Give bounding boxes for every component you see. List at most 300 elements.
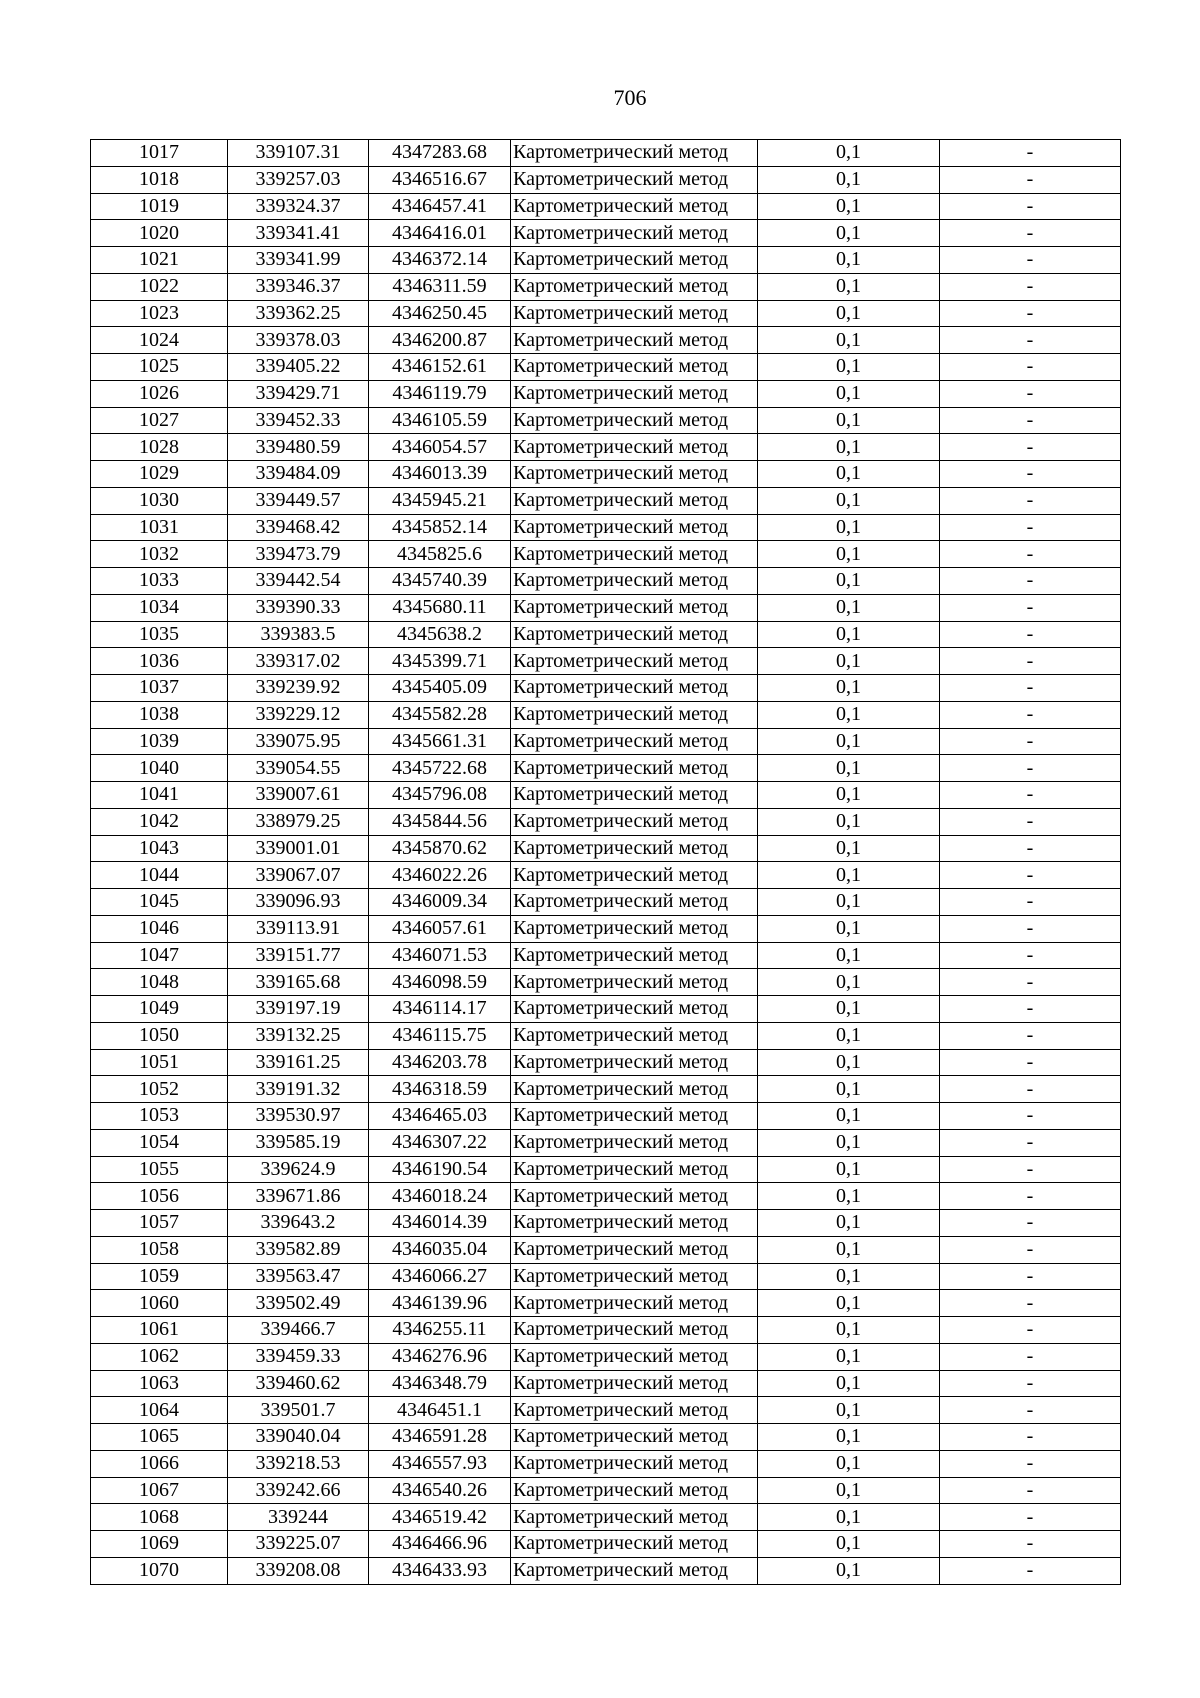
method-cell: Картометрический метод	[511, 889, 758, 916]
note-cell: -	[940, 568, 1121, 595]
table-row	[91, 1156, 1121, 1183]
accuracy-cell: 0,1	[758, 1557, 940, 1584]
x-coordinate-cell: 339054.55	[228, 755, 369, 782]
point-number-cell: 1018	[91, 166, 228, 193]
accuracy-cell: 0,1	[758, 648, 940, 675]
method-cell: Картометрический метод	[511, 755, 758, 782]
x-coordinate-cell: 339624.9	[228, 1156, 369, 1183]
point-number-cell: 1058	[91, 1236, 228, 1263]
table-row	[91, 1370, 1121, 1397]
method-cell: Картометрический метод	[511, 1076, 758, 1103]
accuracy-cell: 0,1	[758, 166, 940, 193]
x-coordinate-cell: 339107.31	[228, 140, 369, 167]
method-cell: Картометрический метод	[511, 273, 758, 300]
method-cell: Картометрический метод	[511, 541, 758, 568]
point-number-cell: 1049	[91, 996, 228, 1023]
point-number-cell: 1062	[91, 1343, 228, 1370]
y-coordinate-cell: 4345680.11	[369, 594, 511, 621]
y-coordinate-cell: 4346557.93	[369, 1450, 511, 1477]
x-coordinate-cell: 339001.01	[228, 835, 369, 862]
accuracy-cell: 0,1	[758, 1236, 940, 1263]
method-cell: Картометрический метод	[511, 701, 758, 728]
note-cell: -	[940, 969, 1121, 996]
method-cell: Картометрический метод	[511, 434, 758, 461]
accuracy-cell: 0,1	[758, 514, 940, 541]
x-coordinate-cell: 339242.66	[228, 1477, 369, 1504]
accuracy-cell: 0,1	[758, 889, 940, 916]
y-coordinate-cell: 4345870.62	[369, 835, 511, 862]
x-coordinate-cell: 339197.19	[228, 996, 369, 1023]
point-number-cell: 1020	[91, 220, 228, 247]
y-coordinate-cell: 4346591.28	[369, 1424, 511, 1451]
x-coordinate-cell: 339468.42	[228, 514, 369, 541]
method-cell: Картометрический метод	[511, 1450, 758, 1477]
point-number-cell: 1021	[91, 247, 228, 274]
y-coordinate-cell: 4346066.27	[369, 1263, 511, 1290]
note-cell: -	[940, 1477, 1121, 1504]
y-coordinate-cell: 4346519.42	[369, 1504, 511, 1531]
table-row	[91, 140, 1121, 167]
method-cell: Картометрический метод	[511, 568, 758, 595]
method-cell: Картометрический метод	[511, 594, 758, 621]
x-coordinate-cell: 339244	[228, 1504, 369, 1531]
x-coordinate-cell: 339563.47	[228, 1263, 369, 1290]
table-row	[91, 541, 1121, 568]
accuracy-cell: 0,1	[758, 327, 940, 354]
table-row	[91, 835, 1121, 862]
accuracy-cell: 0,1	[758, 220, 940, 247]
x-coordinate-cell: 339429.71	[228, 380, 369, 407]
y-coordinate-cell: 4346098.59	[369, 969, 511, 996]
accuracy-cell: 0,1	[758, 300, 940, 327]
point-number-cell: 1056	[91, 1183, 228, 1210]
x-coordinate-cell: 339341.99	[228, 247, 369, 274]
y-coordinate-cell: 4346255.11	[369, 1317, 511, 1344]
method-cell: Картометрический метод	[511, 166, 758, 193]
method-cell: Картометрический метод	[511, 1370, 758, 1397]
x-coordinate-cell: 339225.07	[228, 1531, 369, 1558]
x-coordinate-cell: 339449.57	[228, 487, 369, 514]
x-coordinate-cell: 339530.97	[228, 1103, 369, 1130]
note-cell: -	[940, 1263, 1121, 1290]
method-cell: Картометрический метод	[511, 1397, 758, 1424]
method-cell: Картометрический метод	[511, 1210, 758, 1237]
method-cell: Картометрический метод	[511, 140, 758, 167]
method-cell: Картометрический метод	[511, 808, 758, 835]
note-cell: -	[940, 808, 1121, 835]
note-cell: -	[940, 1103, 1121, 1130]
x-coordinate-cell: 339132.25	[228, 1022, 369, 1049]
table-row	[91, 1049, 1121, 1076]
accuracy-cell: 0,1	[758, 247, 940, 274]
x-coordinate-cell: 339671.86	[228, 1183, 369, 1210]
table-row	[91, 220, 1121, 247]
y-coordinate-cell: 4346013.39	[369, 461, 511, 488]
point-number-cell: 1030	[91, 487, 228, 514]
method-cell: Картометрический метод	[511, 1183, 758, 1210]
table-row	[91, 1290, 1121, 1317]
y-coordinate-cell: 4346009.34	[369, 889, 511, 916]
table-row	[91, 1022, 1121, 1049]
note-cell: -	[940, 728, 1121, 755]
table-row	[91, 354, 1121, 381]
table-row	[91, 728, 1121, 755]
method-cell: Картометрический метод	[511, 996, 758, 1023]
method-cell: Картометрический метод	[511, 1049, 758, 1076]
accuracy-cell: 0,1	[758, 407, 940, 434]
accuracy-cell: 0,1	[758, 755, 940, 782]
accuracy-cell: 0,1	[758, 808, 940, 835]
note-cell: -	[940, 1049, 1121, 1076]
table-row	[91, 782, 1121, 809]
table-row	[91, 1504, 1121, 1531]
y-coordinate-cell: 4346035.04	[369, 1236, 511, 1263]
table-row	[91, 1531, 1121, 1558]
accuracy-cell: 0,1	[758, 1343, 940, 1370]
x-coordinate-cell: 339585.19	[228, 1129, 369, 1156]
table-row	[91, 273, 1121, 300]
point-number-cell: 1054	[91, 1129, 228, 1156]
coordinates-table	[90, 139, 1121, 1585]
note-cell: -	[940, 300, 1121, 327]
table-row	[91, 648, 1121, 675]
point-number-cell: 1039	[91, 728, 228, 755]
x-coordinate-cell: 339191.32	[228, 1076, 369, 1103]
point-number-cell: 1051	[91, 1049, 228, 1076]
x-coordinate-cell: 339239.92	[228, 675, 369, 702]
point-number-cell: 1059	[91, 1263, 228, 1290]
point-number-cell: 1041	[91, 782, 228, 809]
note-cell: -	[940, 942, 1121, 969]
point-number-cell: 1057	[91, 1210, 228, 1237]
point-number-cell: 1046	[91, 915, 228, 942]
note-cell: -	[940, 1236, 1121, 1263]
x-coordinate-cell: 339165.68	[228, 969, 369, 996]
accuracy-cell: 0,1	[758, 969, 940, 996]
y-coordinate-cell: 4345945.21	[369, 487, 511, 514]
note-cell: -	[940, 675, 1121, 702]
y-coordinate-cell: 4345582.28	[369, 701, 511, 728]
x-coordinate-cell: 339257.03	[228, 166, 369, 193]
method-cell: Картометрический метод	[511, 487, 758, 514]
point-number-cell: 1069	[91, 1531, 228, 1558]
note-cell: -	[940, 755, 1121, 782]
y-coordinate-cell: 4346311.59	[369, 273, 511, 300]
note-cell: -	[940, 1317, 1121, 1344]
x-coordinate-cell: 339390.33	[228, 594, 369, 621]
point-number-cell: 1064	[91, 1397, 228, 1424]
accuracy-cell: 0,1	[758, 621, 940, 648]
table-row	[91, 915, 1121, 942]
note-cell: -	[940, 835, 1121, 862]
table-row	[91, 675, 1121, 702]
accuracy-cell: 0,1	[758, 140, 940, 167]
x-coordinate-cell: 339317.02	[228, 648, 369, 675]
note-cell: -	[940, 889, 1121, 916]
note-cell: -	[940, 701, 1121, 728]
y-coordinate-cell: 4345661.31	[369, 728, 511, 755]
point-number-cell: 1032	[91, 541, 228, 568]
y-coordinate-cell: 4347283.68	[369, 140, 511, 167]
coordinates-table-body	[91, 140, 1121, 1585]
note-cell: -	[940, 1076, 1121, 1103]
table-row	[91, 1397, 1121, 1424]
x-coordinate-cell: 339161.25	[228, 1049, 369, 1076]
note-cell: -	[940, 1210, 1121, 1237]
accuracy-cell: 0,1	[758, 354, 940, 381]
x-coordinate-cell: 339466.7	[228, 1317, 369, 1344]
method-cell: Картометрический метод	[511, 220, 758, 247]
accuracy-cell: 0,1	[758, 461, 940, 488]
table-row	[91, 1477, 1121, 1504]
accuracy-cell: 0,1	[758, 1290, 940, 1317]
table-row	[91, 434, 1121, 461]
table-row	[91, 1343, 1121, 1370]
method-cell: Картометрический метод	[511, 1531, 758, 1558]
table-row	[91, 461, 1121, 488]
y-coordinate-cell: 4345825.6	[369, 541, 511, 568]
method-cell: Картометрический метод	[511, 1477, 758, 1504]
y-coordinate-cell: 4346105.59	[369, 407, 511, 434]
table-row	[91, 1557, 1121, 1584]
note-cell: -	[940, 247, 1121, 274]
note-cell: -	[940, 915, 1121, 942]
x-coordinate-cell: 339075.95	[228, 728, 369, 755]
method-cell: Картометрический метод	[511, 1317, 758, 1344]
table-row	[91, 1263, 1121, 1290]
accuracy-cell: 0,1	[758, 1263, 940, 1290]
accuracy-cell: 0,1	[758, 273, 940, 300]
note-cell: -	[940, 434, 1121, 461]
note-cell: -	[940, 1450, 1121, 1477]
x-coordinate-cell: 339502.49	[228, 1290, 369, 1317]
x-coordinate-cell: 339341.41	[228, 220, 369, 247]
table-row	[91, 1236, 1121, 1263]
table-row	[91, 1317, 1121, 1344]
method-cell: Картометрический метод	[511, 915, 758, 942]
point-number-cell: 1067	[91, 1477, 228, 1504]
point-number-cell: 1048	[91, 969, 228, 996]
point-number-cell: 1017	[91, 140, 228, 167]
note-cell: -	[940, 407, 1121, 434]
note-cell: -	[940, 380, 1121, 407]
x-coordinate-cell: 339473.79	[228, 541, 369, 568]
y-coordinate-cell: 4346348.79	[369, 1370, 511, 1397]
x-coordinate-cell: 339383.5	[228, 621, 369, 648]
table-row	[91, 862, 1121, 889]
point-number-cell: 1040	[91, 755, 228, 782]
x-coordinate-cell: 339582.89	[228, 1236, 369, 1263]
accuracy-cell: 0,1	[758, 728, 940, 755]
accuracy-cell: 0,1	[758, 942, 940, 969]
table-row	[91, 193, 1121, 220]
accuracy-cell: 0,1	[758, 862, 940, 889]
point-number-cell: 1033	[91, 568, 228, 595]
note-cell: -	[940, 1424, 1121, 1451]
accuracy-cell: 0,1	[758, 675, 940, 702]
table-row	[91, 1103, 1121, 1130]
point-number-cell: 1031	[91, 514, 228, 541]
method-cell: Картометрический метод	[511, 1343, 758, 1370]
method-cell: Картометрический метод	[511, 247, 758, 274]
y-coordinate-cell: 4346114.17	[369, 996, 511, 1023]
y-coordinate-cell: 4345399.71	[369, 648, 511, 675]
point-number-cell: 1043	[91, 835, 228, 862]
accuracy-cell: 0,1	[758, 541, 940, 568]
x-coordinate-cell: 339067.07	[228, 862, 369, 889]
page-number: 706	[613, 85, 647, 110]
point-number-cell: 1063	[91, 1370, 228, 1397]
point-number-cell: 1044	[91, 862, 228, 889]
table-row	[91, 1183, 1121, 1210]
accuracy-cell: 0,1	[758, 1183, 940, 1210]
accuracy-cell: 0,1	[758, 701, 940, 728]
point-number-cell: 1060	[91, 1290, 228, 1317]
y-coordinate-cell: 4345852.14	[369, 514, 511, 541]
y-coordinate-cell: 4346457.41	[369, 193, 511, 220]
x-coordinate-cell: 339362.25	[228, 300, 369, 327]
x-coordinate-cell: 339218.53	[228, 1450, 369, 1477]
method-cell: Картометрический метод	[511, 648, 758, 675]
table-row	[91, 621, 1121, 648]
point-number-cell: 1026	[91, 380, 228, 407]
method-cell: Картометрический метод	[511, 1156, 758, 1183]
y-coordinate-cell: 4346416.01	[369, 220, 511, 247]
x-coordinate-cell: 339346.37	[228, 273, 369, 300]
x-coordinate-cell: 339151.77	[228, 942, 369, 969]
x-coordinate-cell: 339096.93	[228, 889, 369, 916]
accuracy-cell: 0,1	[758, 1156, 940, 1183]
y-coordinate-cell: 4345405.09	[369, 675, 511, 702]
method-cell: Картометрический метод	[511, 1424, 758, 1451]
point-number-cell: 1024	[91, 327, 228, 354]
accuracy-cell: 0,1	[758, 1504, 940, 1531]
y-coordinate-cell: 4346466.96	[369, 1531, 511, 1558]
x-coordinate-cell: 339113.91	[228, 915, 369, 942]
method-cell: Картометрический метод	[511, 354, 758, 381]
point-number-cell: 1050	[91, 1022, 228, 1049]
point-number-cell: 1053	[91, 1103, 228, 1130]
x-coordinate-cell: 339040.04	[228, 1424, 369, 1451]
note-cell: -	[940, 220, 1121, 247]
note-cell: -	[940, 1129, 1121, 1156]
y-coordinate-cell: 4346022.26	[369, 862, 511, 889]
note-cell: -	[940, 193, 1121, 220]
y-coordinate-cell: 4346433.93	[369, 1557, 511, 1584]
method-cell: Картометрический метод	[511, 1290, 758, 1317]
method-cell: Картометрический метод	[511, 1103, 758, 1130]
table-row	[91, 1210, 1121, 1237]
method-cell: Картометрический метод	[511, 300, 758, 327]
point-number-cell: 1019	[91, 193, 228, 220]
table-row	[91, 1129, 1121, 1156]
table-row	[91, 889, 1121, 916]
x-coordinate-cell: 339405.22	[228, 354, 369, 381]
accuracy-cell: 0,1	[758, 594, 940, 621]
accuracy-cell: 0,1	[758, 1397, 940, 1424]
note-cell: -	[940, 1022, 1121, 1049]
point-number-cell: 1034	[91, 594, 228, 621]
x-coordinate-cell: 339229.12	[228, 701, 369, 728]
y-coordinate-cell: 4346451.1	[369, 1397, 511, 1424]
method-cell: Картометрический метод	[511, 1504, 758, 1531]
point-number-cell: 1022	[91, 273, 228, 300]
x-coordinate-cell: 339501.7	[228, 1397, 369, 1424]
note-cell: -	[940, 1531, 1121, 1558]
point-number-cell: 1045	[91, 889, 228, 916]
table-row	[91, 1076, 1121, 1103]
method-cell: Картометрический метод	[511, 407, 758, 434]
point-number-cell: 1027	[91, 407, 228, 434]
method-cell: Картометрический метод	[511, 327, 758, 354]
method-cell: Картометрический метод	[511, 675, 758, 702]
point-number-cell: 1055	[91, 1156, 228, 1183]
x-coordinate-cell: 339442.54	[228, 568, 369, 595]
table-row	[91, 487, 1121, 514]
method-cell: Картометрический метод	[511, 835, 758, 862]
note-cell: -	[940, 1156, 1121, 1183]
method-cell: Картометрический метод	[511, 514, 758, 541]
table-row	[91, 166, 1121, 193]
point-number-cell: 1028	[91, 434, 228, 461]
note-cell: -	[940, 354, 1121, 381]
y-coordinate-cell: 4346014.39	[369, 1210, 511, 1237]
note-cell: -	[940, 1397, 1121, 1424]
method-cell: Картометрический метод	[511, 942, 758, 969]
accuracy-cell: 0,1	[758, 1531, 940, 1558]
method-cell: Картометрический метод	[511, 1022, 758, 1049]
method-cell: Картометрический метод	[511, 1557, 758, 1584]
note-cell: -	[940, 327, 1121, 354]
accuracy-cell: 0,1	[758, 1450, 940, 1477]
y-coordinate-cell: 4345722.68	[369, 755, 511, 782]
table-row	[91, 942, 1121, 969]
method-cell: Картометрический метод	[511, 728, 758, 755]
accuracy-cell: 0,1	[758, 996, 940, 1023]
accuracy-cell: 0,1	[758, 434, 940, 461]
y-coordinate-cell: 4346465.03	[369, 1103, 511, 1130]
method-cell: Картометрический метод	[511, 969, 758, 996]
accuracy-cell: 0,1	[758, 1317, 940, 1344]
point-number-cell: 1025	[91, 354, 228, 381]
table-row	[91, 808, 1121, 835]
x-coordinate-cell: 339007.61	[228, 782, 369, 809]
method-cell: Картометрический метод	[511, 782, 758, 809]
accuracy-cell: 0,1	[758, 568, 940, 595]
y-coordinate-cell: 4346119.79	[369, 380, 511, 407]
x-coordinate-cell: 339460.62	[228, 1370, 369, 1397]
note-cell: -	[940, 1290, 1121, 1317]
accuracy-cell: 0,1	[758, 1210, 940, 1237]
accuracy-cell: 0,1	[758, 915, 940, 942]
accuracy-cell: 0,1	[758, 487, 940, 514]
point-number-cell: 1068	[91, 1504, 228, 1531]
note-cell: -	[940, 461, 1121, 488]
y-coordinate-cell: 4346115.75	[369, 1022, 511, 1049]
method-cell: Картометрический метод	[511, 461, 758, 488]
x-coordinate-cell: 339643.2	[228, 1210, 369, 1237]
note-cell: -	[940, 487, 1121, 514]
y-coordinate-cell: 4346307.22	[369, 1129, 511, 1156]
method-cell: Картометрический метод	[511, 1263, 758, 1290]
table-row	[91, 380, 1121, 407]
method-cell: Картометрический метод	[511, 193, 758, 220]
x-coordinate-cell: 339452.33	[228, 407, 369, 434]
y-coordinate-cell: 4346071.53	[369, 942, 511, 969]
note-cell: -	[940, 1370, 1121, 1397]
y-coordinate-cell: 4346190.54	[369, 1156, 511, 1183]
y-coordinate-cell: 4345740.39	[369, 568, 511, 595]
